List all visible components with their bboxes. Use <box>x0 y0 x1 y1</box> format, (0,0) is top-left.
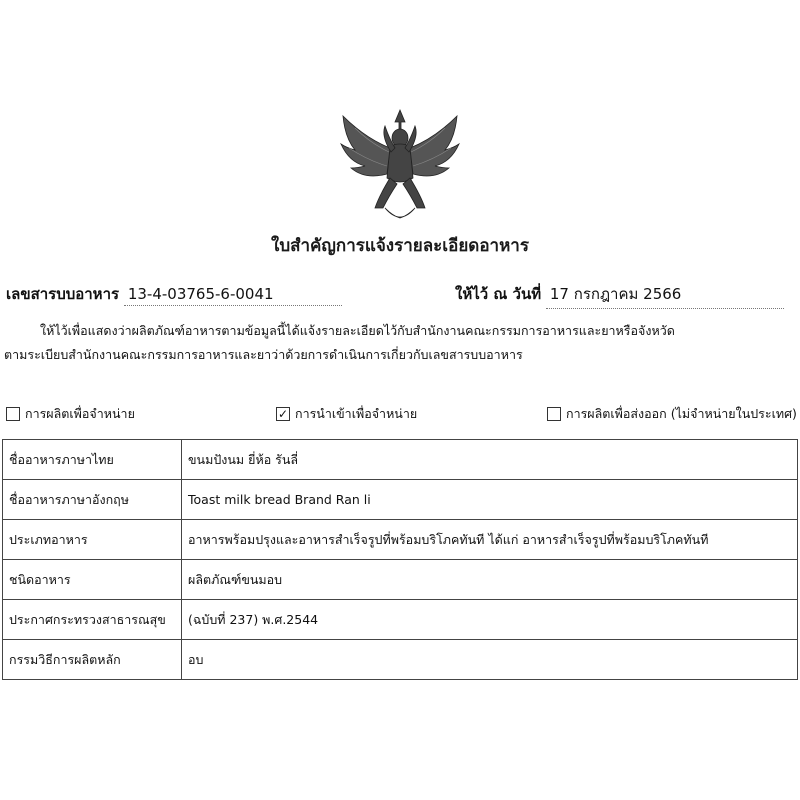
issue-date-row <box>455 282 784 309</box>
checkbox-box[interactable] <box>547 407 561 421</box>
registration-number-value: 13-4-03765-6-0041 <box>124 285 342 306</box>
table-key: ประกาศกระทรวงสาธารณสุข <box>3 600 182 640</box>
table-key: ชื่ออาหารภาษาอังกฤษ <box>3 480 182 520</box>
checkbox-label: การนำเข้าเพื่อจำหน่าย <box>295 406 418 421</box>
table-value: ขนมปังนม ยี่ห้อ รันลี่ <box>182 440 798 480</box>
table-row <box>3 640 798 680</box>
table-value: Toast milk bread Brand Ran li <box>182 480 798 520</box>
table-value: ผลิตภัณฑ์ขนมอบ <box>182 560 798 600</box>
table-row <box>3 520 798 560</box>
table-key: ชื่ออาหารภาษาไทย <box>3 440 182 480</box>
table-row <box>3 600 798 640</box>
document-title: ใบสำคัญการแจ้งรายละเอียดอาหาร <box>271 236 529 256</box>
statement-line-1: ให้ไว้เพื่อแสดงว่าผลิตภัณฑ์อาหารตามข้อมูลนี้ได้แจ้งรายละเอียดไว้กับสำนักงานคณะกรรมการอาหารและยาหรือจังหวัด <box>40 323 675 338</box>
table-row <box>3 480 798 520</box>
checkbox-box[interactable] <box>6 407 20 421</box>
table-row <box>3 560 798 600</box>
issue-date-value: 17 กรกฎาคม 2566 <box>546 282 784 309</box>
checkmark-icon[interactable]: ✓ <box>277 407 289 421</box>
table-value: อบ <box>182 640 798 680</box>
checkbox-import[interactable] <box>276 404 417 424</box>
table-row <box>3 440 798 480</box>
checkbox-label: การผลิตเพื่อส่งออก (ไม่จำหน่ายในประเทศ) <box>566 406 797 421</box>
checkbox-export-production[interactable] <box>547 404 797 424</box>
registration-number-row <box>6 282 342 306</box>
statement-line-2: ตามระเบียบสำนักงานคณะกรรมการอาหารและยาว่าด้วยการดำเนินการเกี่ยวกับเลขสารบบอาหาร <box>4 347 523 362</box>
checkbox-label: การผลิตเพื่อจำหน่าย <box>25 406 135 421</box>
food-details-table <box>2 439 798 680</box>
table-key: ชนิดอาหาร <box>3 560 182 600</box>
table-key: กรรมวิธีการผลิตหลัก <box>3 640 182 680</box>
issue-date-label: ให้ไว้ ณ วันที่ <box>455 285 542 303</box>
registration-number-label: เลขสารบบอาหาร <box>6 285 120 303</box>
table-value: อาหารพร้อมปรุงและอาหารสำเร็จรูปที่พร้อมบริโภคทันที ได้แก่ อาหารสำเร็จรูปที่พร้อมบริโภคทันที <box>182 520 798 560</box>
checkbox-domestic-production[interactable] <box>6 404 135 424</box>
table-key: ประเภทอาหาร <box>3 520 182 560</box>
garuda-emblem-icon <box>335 108 465 228</box>
table-value: (ฉบับที่ 237) พ.ศ.2544 <box>182 600 798 640</box>
